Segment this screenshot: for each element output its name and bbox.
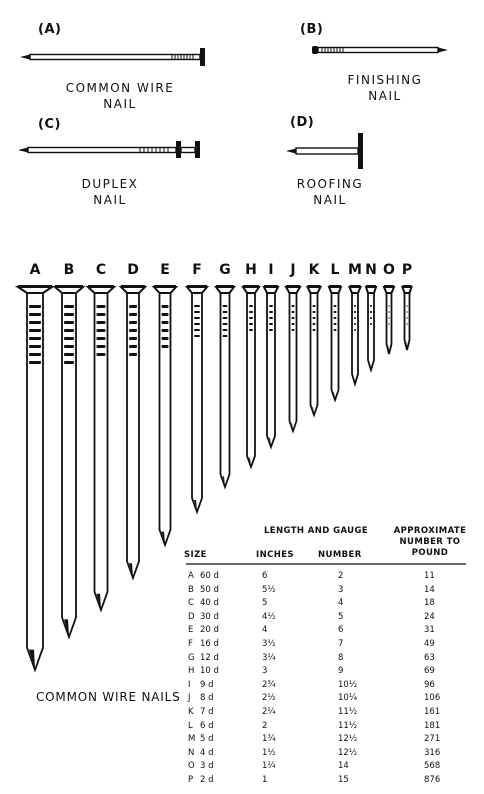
caption-line: DUPLEX: [81, 177, 139, 191]
column-letter-p: P: [401, 262, 413, 278]
caption-duplex-nail: [60, 176, 160, 208]
caption-line: ROOFING: [296, 177, 364, 191]
caption-line: COMMON WIRE: [65, 81, 175, 95]
row-size: 10 d: [200, 666, 219, 677]
common-nail-b: [55, 285, 83, 637]
row-inches: 1: [262, 775, 268, 785]
size-header: SIZE: [184, 550, 207, 560]
row-size: 12 d: [200, 652, 219, 663]
table-row: [180, 760, 470, 774]
row-inches: 5: [262, 598, 268, 609]
row-size: 30 d: [200, 611, 219, 622]
row-number: 10½: [338, 679, 358, 690]
row-approx: 63: [424, 652, 435, 663]
row-number: 7: [338, 639, 344, 649]
table-row: [180, 692, 470, 706]
row-number: 2: [338, 571, 344, 581]
row-inches: 2¼: [262, 707, 276, 717]
common-nail-j: [286, 285, 300, 431]
row-letter: C: [188, 598, 194, 609]
row-approx: 24: [424, 611, 435, 622]
row-approx: 49: [424, 639, 435, 649]
caption-line: NAIL: [368, 89, 402, 103]
column-letter-n: N: [365, 262, 377, 278]
row-letter: G: [188, 652, 195, 663]
common-nail-h: [243, 285, 259, 467]
column-letter-d: D: [127, 262, 139, 278]
row-approx: 11: [424, 571, 435, 581]
row-number: 10¼: [338, 693, 358, 704]
column-letter-k: K: [308, 262, 320, 278]
row-number: 8: [338, 652, 344, 663]
caption-line: FINISHING: [347, 73, 423, 87]
row-approx: 96: [424, 679, 435, 690]
row-number: 12½: [338, 747, 358, 758]
column-letter-f: F: [192, 262, 202, 278]
row-number: 5: [338, 611, 344, 622]
row-approx: 568: [424, 761, 441, 772]
row-size: 4 d: [200, 747, 214, 758]
row-size: 2 d: [200, 775, 214, 785]
header-line: POUND: [411, 548, 449, 558]
duplex-nail-drawing: [18, 141, 200, 158]
column-letter-o: O: [383, 262, 395, 278]
header-line: NUMBER TO: [399, 537, 461, 547]
table-row: [180, 624, 470, 638]
row-number: 11½: [338, 720, 358, 731]
column-letter-i: I: [268, 262, 274, 278]
row-inches: 4½: [262, 611, 276, 622]
common-nail-e: [154, 285, 176, 545]
row-size: 9 d: [200, 679, 214, 690]
row-letter: K: [188, 707, 194, 717]
row-size: 60 d: [200, 571, 219, 581]
row-letter: P: [188, 775, 194, 785]
column-letter-a: A: [29, 262, 41, 278]
row-letter: N: [188, 747, 195, 758]
column-letter-j: J: [290, 262, 296, 278]
row-letter: L: [188, 720, 193, 731]
row-approx: 14: [424, 584, 435, 595]
row-letter: E: [188, 625, 194, 636]
common-nail-m: [350, 285, 361, 384]
row-letter: F: [188, 639, 193, 649]
label-d: (D): [290, 115, 315, 130]
row-inches: 5½: [262, 584, 276, 595]
row-inches: 3: [262, 666, 268, 677]
common-wire-nail-drawing: [20, 48, 205, 66]
row-inches: 2: [262, 720, 268, 731]
row-approx: 161: [424, 707, 441, 717]
caption-line: NAIL: [93, 193, 127, 207]
table-row: [180, 638, 470, 652]
number-header: NUMBER: [318, 550, 362, 560]
row-inches: 3½: [262, 639, 276, 649]
common-nail-o: [384, 285, 394, 354]
common-nail-c: [88, 285, 114, 610]
row-approx: 181: [424, 720, 441, 731]
row-approx: 31: [424, 625, 435, 636]
table-row: [180, 665, 470, 679]
row-number: 6: [338, 625, 344, 636]
common-nail-f: [187, 285, 207, 512]
table-row: [180, 774, 470, 788]
row-letter: A: [188, 571, 194, 581]
inches-header: INCHES: [256, 550, 294, 560]
finishing-nail-drawing: [312, 46, 448, 54]
table-row: [180, 747, 470, 761]
row-letter: D: [188, 611, 195, 622]
column-letter-e: E: [160, 262, 170, 278]
nail-size-table: [180, 520, 476, 790]
column-letter-c: C: [95, 262, 107, 278]
table-row: [180, 679, 470, 693]
roofing-nail-drawing: [286, 133, 363, 169]
column-letter-m: M: [348, 262, 362, 278]
label-c: (C): [38, 117, 61, 132]
row-letter: I: [188, 679, 191, 690]
row-approx: 316: [424, 747, 441, 758]
common-nail-i: [264, 285, 278, 447]
table-row: [180, 611, 470, 625]
row-approx: 271: [424, 734, 441, 745]
table-row: [180, 720, 470, 734]
common-nail-d: [121, 285, 145, 578]
row-inches: 6: [262, 571, 268, 581]
row-inches: 3¼: [262, 652, 276, 663]
table-row: [180, 597, 470, 611]
row-letter: H: [188, 666, 195, 677]
row-letter: O: [188, 761, 195, 772]
caption-line: NAIL: [103, 97, 137, 111]
common-nail-n: [366, 285, 376, 370]
common-nail-p: [403, 285, 412, 350]
row-approx: 106: [424, 693, 441, 704]
row-number: 4: [338, 598, 344, 609]
column-letter-g: G: [219, 262, 231, 278]
table-row: [180, 652, 470, 666]
row-size: 50 d: [200, 584, 219, 595]
row-letter: B: [188, 584, 194, 595]
row-inches: 2¾: [262, 679, 276, 690]
caption-roofing-nail: [280, 176, 380, 208]
row-inches: 4: [262, 625, 268, 636]
row-size: 20 d: [200, 625, 219, 636]
common-nail-a: [18, 285, 52, 670]
row-number: 12½: [338, 734, 358, 745]
row-size: 16 d: [200, 639, 219, 649]
row-approx: 69: [424, 666, 435, 677]
row-size: 40 d: [200, 598, 219, 609]
column-letter-h: H: [245, 262, 257, 278]
row-number: 14: [338, 761, 349, 772]
row-number: 3: [338, 584, 344, 595]
caption-common-wire-nail: [50, 80, 190, 112]
row-inches: 1½: [262, 747, 276, 758]
row-size: 5 d: [200, 734, 214, 745]
common-nail-l: [329, 285, 341, 400]
label-a: (A): [38, 22, 62, 37]
common-nail-k: [308, 285, 321, 415]
table-row: [180, 733, 470, 747]
row-inches: 1¼: [262, 761, 276, 772]
row-size: 7 d: [200, 707, 214, 717]
row-size: 3 d: [200, 761, 214, 772]
row-size: 6 d: [200, 720, 214, 731]
column-letter-b: B: [63, 262, 75, 278]
caption-finishing-nail: [330, 72, 440, 104]
row-inches: 1¾: [262, 734, 276, 745]
row-letter: J: [188, 693, 191, 704]
row-letter: M: [188, 734, 196, 745]
row-approx: 18: [424, 598, 435, 609]
row-approx: 876: [424, 775, 441, 785]
caption-line: NAIL: [313, 193, 347, 207]
header-line: APPROXIMATE: [393, 526, 467, 536]
label-b: (B): [300, 22, 324, 37]
common-wire-nails-caption: COMMON WIRE NAILS: [36, 690, 181, 704]
row-number: 11½: [338, 707, 358, 717]
row-number: 9: [338, 666, 344, 677]
row-inches: 2½: [262, 693, 276, 704]
column-letter-l: L: [330, 262, 340, 278]
approximate-header: [392, 526, 468, 559]
table-row: [180, 706, 470, 720]
row-size: 8 d: [200, 693, 214, 704]
table-row: [180, 570, 470, 584]
common-nail-g: [216, 285, 234, 487]
row-number: 15: [338, 775, 349, 785]
table-row: [180, 584, 470, 598]
length-gauge-header: LENGTH AND GAUGE: [263, 526, 369, 536]
